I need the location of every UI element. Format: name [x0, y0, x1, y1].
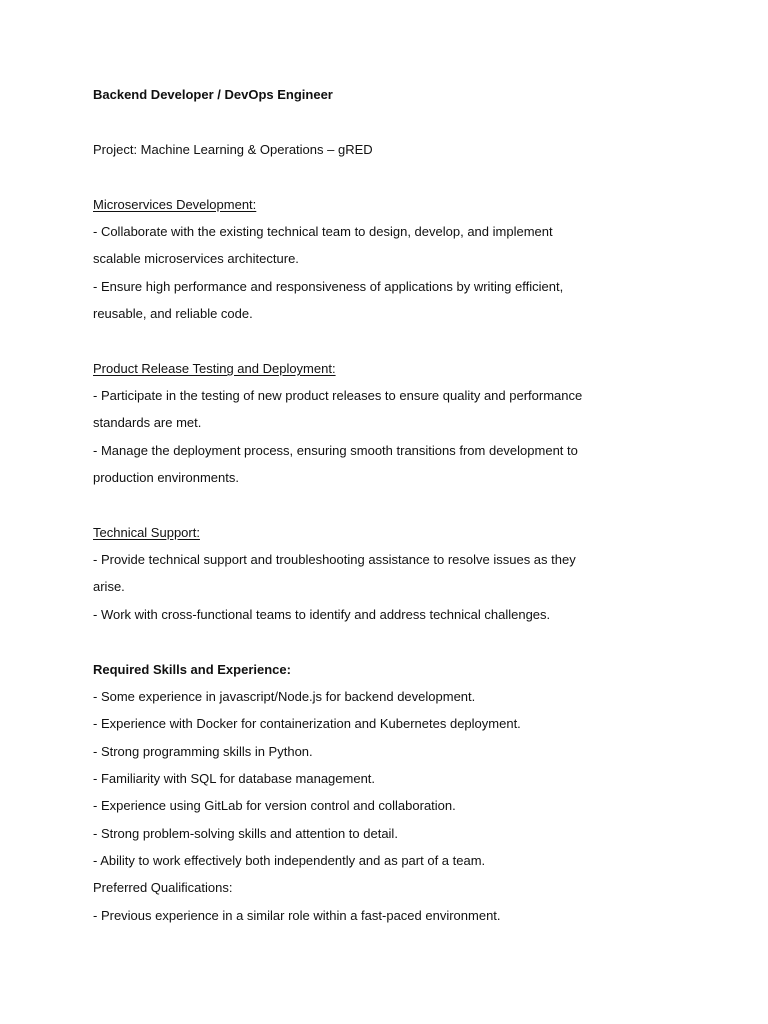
section-line: - Provide technical support and troubleshooting assistance to resolve issues as they [93, 552, 576, 567]
section-line: arise. [93, 579, 125, 594]
section-line: - Manage the deployment process, ensuring smooth transitions from development to [93, 443, 578, 458]
section-heading-release: Product Release Testing and Deployment: [93, 361, 336, 376]
section-line: scalable microservices architecture. [93, 251, 299, 266]
skill-line: - Experience using GitLab for version control and collaboration. [93, 798, 456, 813]
preferred-line: - Previous experience in a similar role within a fast-paced environment. [93, 908, 501, 923]
skill-line: - Familiarity with SQL for database management. [93, 771, 376, 786]
document-title: Backend Developer / DevOps Engineer [93, 87, 333, 102]
section-line: reusable, and reliable code. [93, 306, 253, 321]
skill-line: - Ability to work effectively both independently and as part of a team. [93, 853, 486, 868]
section-line: - Ensure high performance and responsiveness of applications by writing efficient, [93, 279, 564, 294]
section-heading-microservices: Microservices Development: [93, 197, 257, 212]
section-line: production environments. [93, 470, 239, 485]
skill-line: - Experience with Docker for containerization and Kubernetes deployment. [93, 716, 521, 731]
section-line: - Work with cross-functional teams to identify and address technical challenges. [93, 607, 551, 622]
skill-line: - Strong programming skills in Python. [93, 744, 313, 759]
section-heading-preferred: Preferred Qualifications: [93, 880, 233, 895]
section-heading-skills: Required Skills and Experience: [93, 662, 291, 677]
skill-line: - Strong problem-solving skills and attention to detail. [93, 826, 398, 841]
project-line: Project: Machine Learning & Operations – gRED [93, 142, 373, 157]
section-heading-support: Technical Support: [93, 525, 200, 540]
skill-line: - Some experience in javascript/Node.js for backend development. [93, 689, 476, 704]
section-line: - Participate in the testing of new product releases to ensure quality and performance [93, 388, 583, 403]
section-line: standards are met. [93, 415, 202, 430]
section-line: - Collaborate with the existing technical team to design, develop, and implement [93, 224, 553, 239]
